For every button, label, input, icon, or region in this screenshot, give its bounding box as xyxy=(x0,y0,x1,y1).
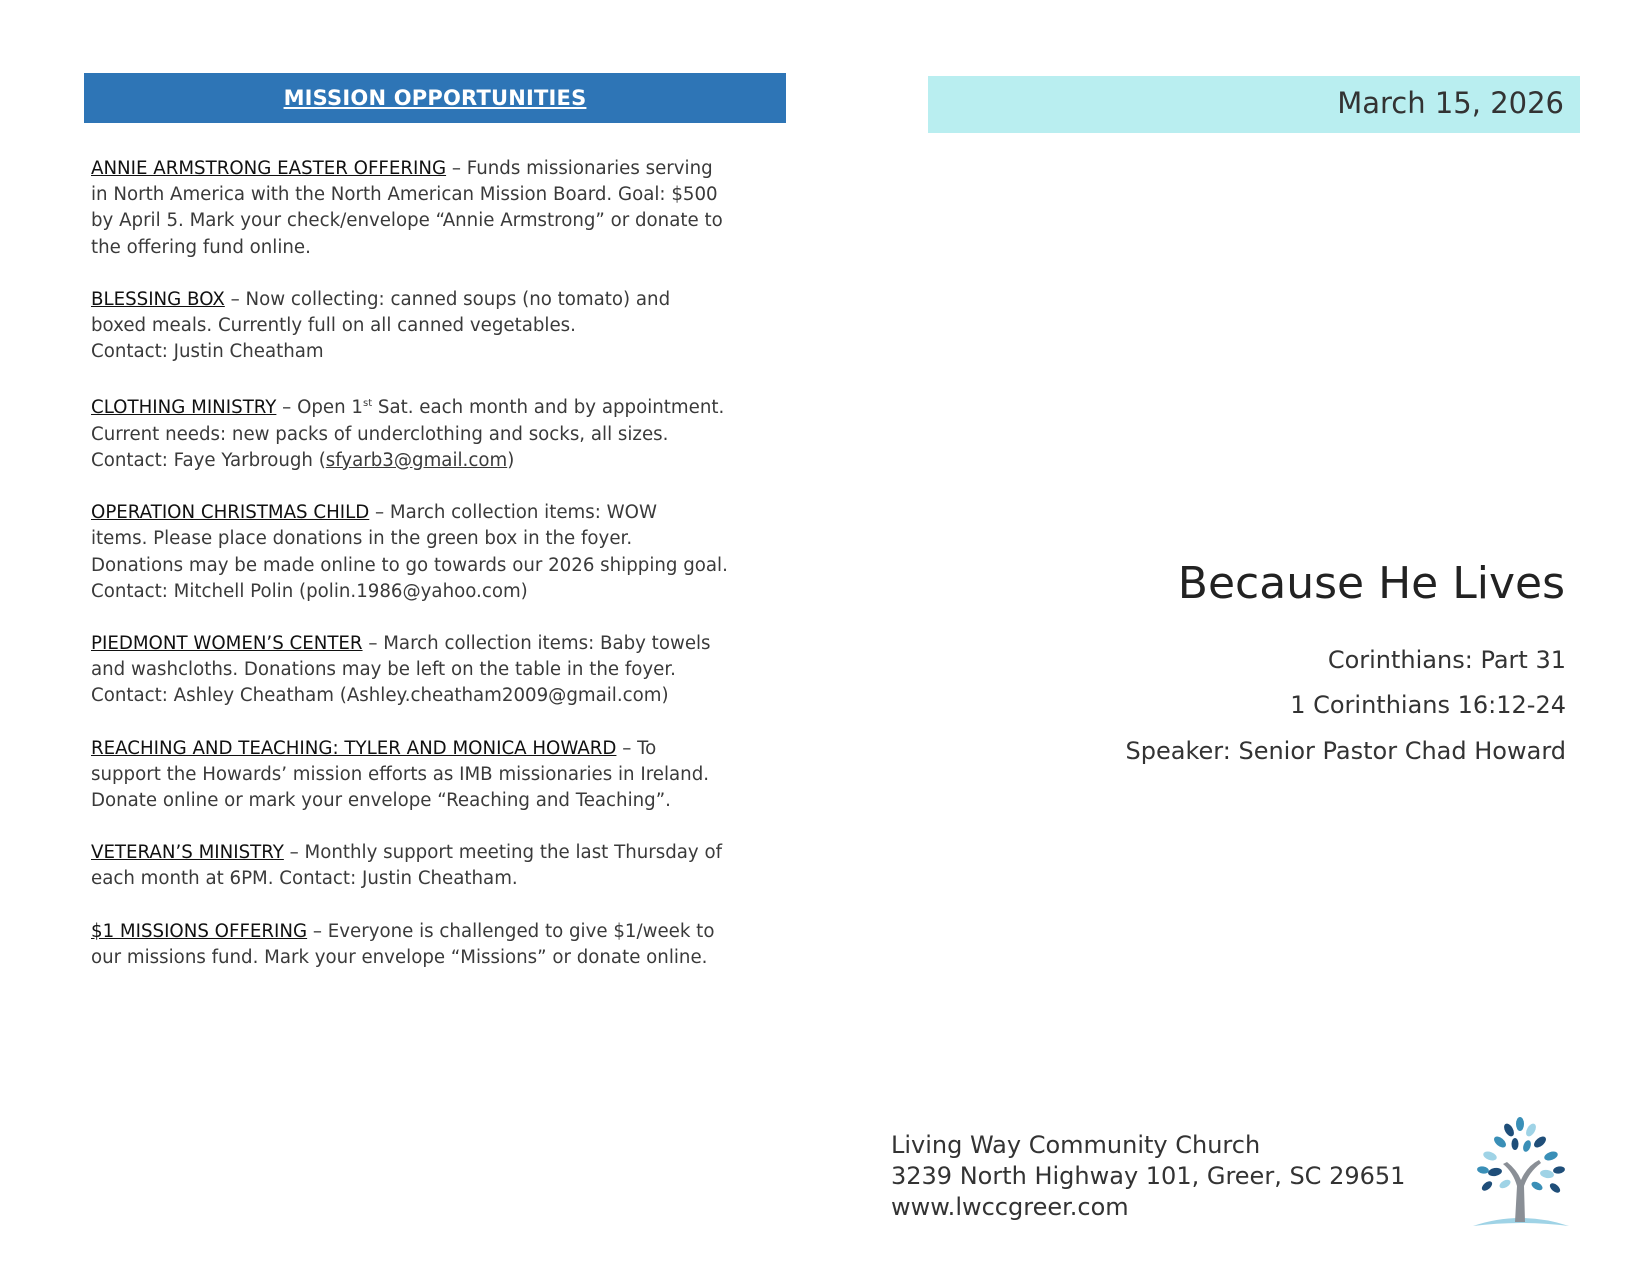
sermon-speaker: Speaker: Senior Pastor Chad Howard xyxy=(1125,737,1566,765)
email-link[interactable]: sfyarb3@gmail.com xyxy=(325,449,508,471)
mission-item-title: ANNIE ARMSTRONG EASTER OFFERING xyxy=(91,158,447,179)
mission-item-operation-christmas-child: OPERATION CHRISTMAS CHILD – March collection items: WOW items. Please place donations in the green box in the foyer. Donations may be made online to go towards our 2026 shipping goal. Contact: Mitchell Polin (polin.1986@yahoo.com) xyxy=(91,502,728,602)
mission-item-blessing-box: BLESSING BOX – Now collecting: canned soups (no tomato) and boxed meals. Currently full on all canned vegetables. Contact: Justin Cheatham xyxy=(91,288,671,363)
mission-item-title: OPERATION CHRISTMAS CHILD xyxy=(91,502,370,524)
mission-item-dollar-missions-offering: $1 MISSIONS OFFERING – Everyone is challenged to give $1/week to our missions fund. Mark your envelope “Missions” or donate online. xyxy=(91,920,715,968)
logo-trunk xyxy=(1503,1160,1541,1222)
church-address: 3239 North Highway 101, Greer, SC 29651 xyxy=(891,1162,1406,1190)
mission-item-reaching-and-teaching: REACHING AND TEACHING: TYLER AND MONICA HOWARD – To support the Howards’ mission efforts as IMB missionaries in Ireland. Donate online or mark your envelope “Reaching and Teaching”. xyxy=(91,737,710,811)
mission-list xyxy=(91,156,791,997)
mission-item-piedmont-womens-center: PIEDMONT WOMEN’S CENTER – March collection items: Baby towels and washcloths. Donations may be left on the table in the foyer. Contact: Ashley Cheatham (Ashley.cheatham2009@gmail.com) xyxy=(91,632,711,707)
mission-item-veterans-ministry: VETERAN’S MINISTRY – Monthly support meeting the last Thursday of each month at 6PM. Contact: Justin Cheatham. xyxy=(91,842,722,890)
mission-item-annie-armstrong: ANNIE ARMSTRONG EASTER OFFERING – Funds missionaries serving in North America with the North American Mission Board. Goal: $500 by April 5. Mark your check/envelope “Annie Armstrong” or donate to the offering fund online. xyxy=(91,158,723,258)
mission-header-bar xyxy=(84,73,786,123)
mission-item-title: BLESSING BOX xyxy=(91,288,225,310)
mission-item-title: CLOTHING MINISTRY xyxy=(91,397,277,419)
mission-item-title: PIEDMONT WOMEN’S CENTER xyxy=(91,632,363,654)
mission-item-clothing-ministry: CLOTHING MINISTRY – Open 1st Sat. each month and by appointment. Current needs: new packs of underclothing and socks, all sizes. Contact: Faye Yarbrough (sfyarb3@gmail.com) xyxy=(91,397,725,471)
sermon-title: Because He Lives xyxy=(1177,558,1565,609)
sermon-passage: 1 Corinthians 16:12-24 xyxy=(1290,691,1566,719)
date-bar xyxy=(928,76,1580,133)
mission-header-title: MISSION OPPORTUNITIES xyxy=(283,86,587,110)
mission-item-title: REACHING AND TEACHING: TYLER AND MONICA HOWARD xyxy=(91,737,617,759)
mission-item-title: VETERAN’S MINISTRY xyxy=(91,842,284,864)
sermon-series: Corinthians: Part 31 xyxy=(1327,646,1566,674)
church-name: Living Way Community Church xyxy=(891,1131,1261,1159)
church-info xyxy=(891,1130,1405,1223)
mission-item-title: $1 MISSIONS OFFERING xyxy=(91,920,308,942)
service-date: March 15, 2026 xyxy=(1337,86,1564,120)
church-website[interactable]: www.lwccgreer.com xyxy=(891,1193,1129,1221)
tree-logo-icon xyxy=(1465,1114,1575,1234)
